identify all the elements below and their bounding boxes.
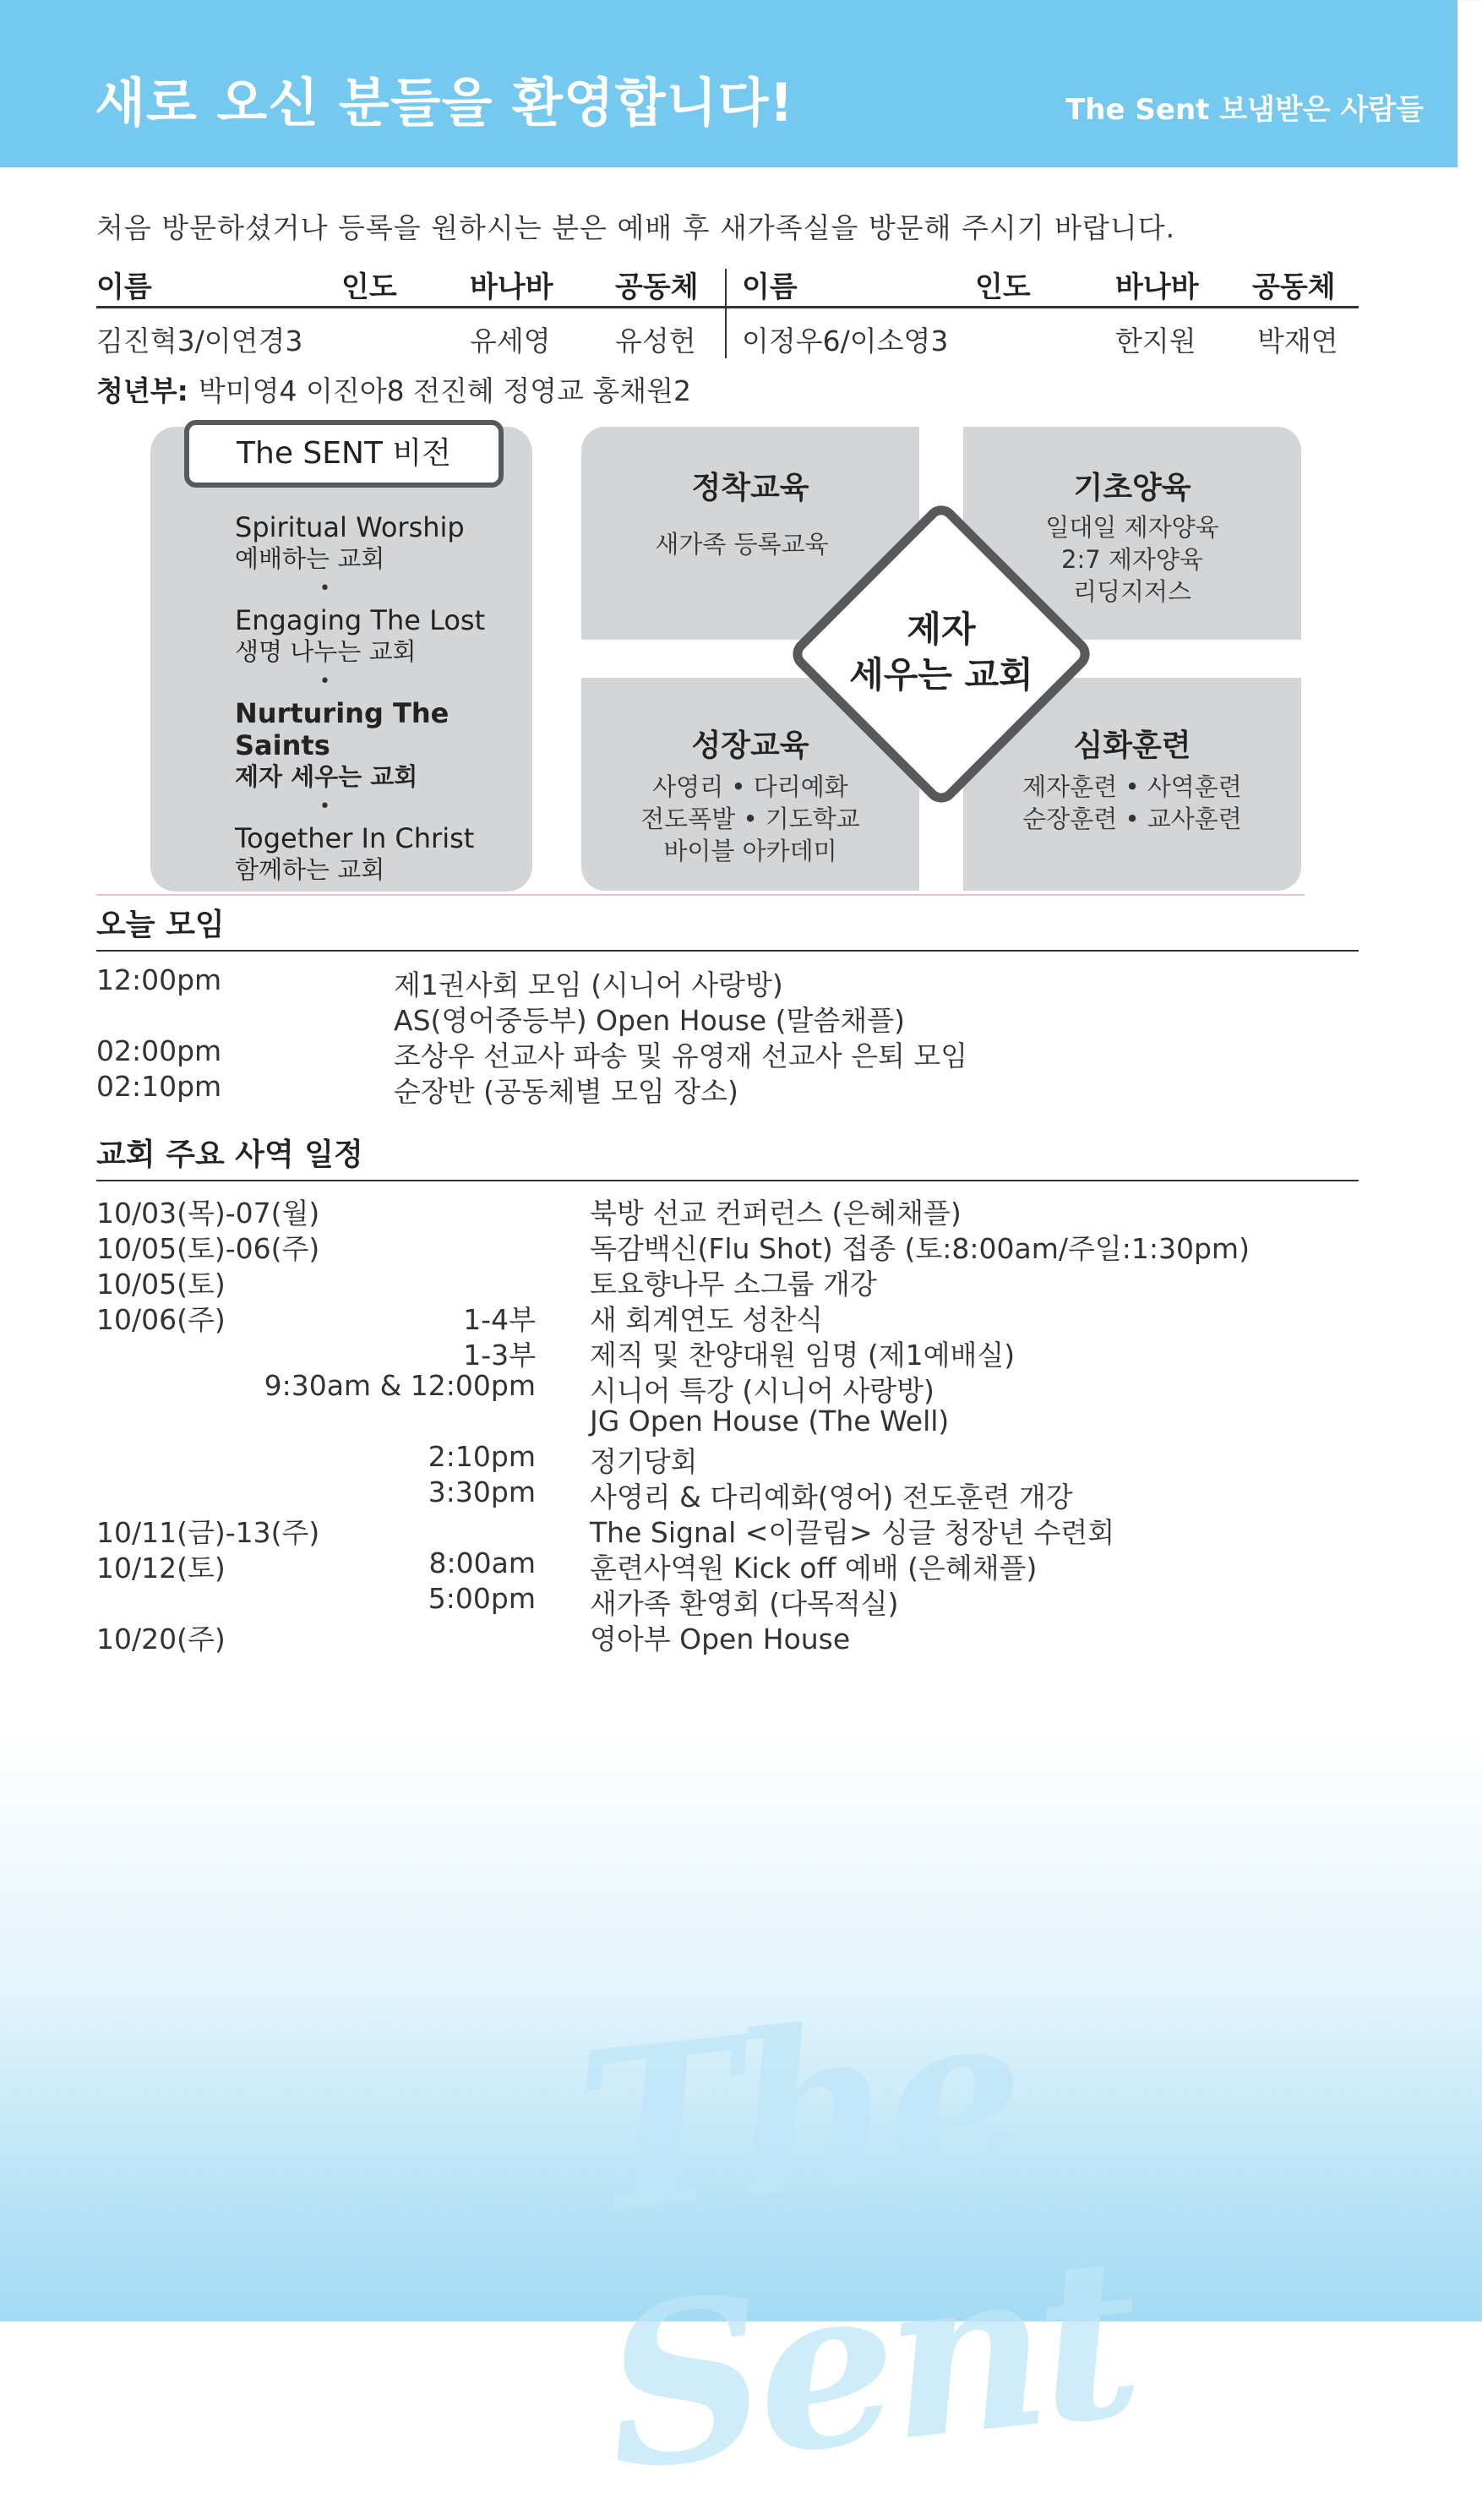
schedule-event: The Signal <이끌림> 싱글 청장년 수련회 (590, 1516, 1115, 1549)
vision-separator: • (319, 578, 330, 599)
quadrant-title: 기초양육 (1073, 471, 1191, 505)
col-header-barnabas: 바나바 (1115, 270, 1199, 304)
col-header-guide: 인도 (341, 270, 397, 304)
vision-list (235, 511, 522, 885)
meeting-event: 제1권사회 모임 (시니어 사랑방) (394, 968, 783, 1001)
intro-text: 처음 방문하셨거나 등록을 원하시는 분은 예배 후 새가족실을 방문해 주시기 바랍니다. (96, 211, 1176, 244)
church-brand: The Sent 보냄받은 사람들 (1065, 93, 1424, 127)
section-divider (96, 1180, 1359, 1181)
schedule-event: 훈련사역원 Kick off 예배 (은혜채플) (590, 1552, 1038, 1585)
quadrant-title: 성장교육 (691, 728, 809, 763)
meeting-event: 조상우 선교사 파송 및 유영재 선교사 은퇴 모임 (394, 1039, 968, 1072)
schedule-time: 5:00pm (428, 1582, 536, 1615)
watermark-logo: The Sent (566, 1961, 1144, 2520)
quadrant-line: 새가족 등록교육 (655, 530, 829, 559)
schedule-date: 10/05(토)-06(주) (96, 1232, 320, 1265)
schedule-event: 사영리 & 다리예화(영어) 전도훈련 개강 (590, 1481, 1073, 1514)
reg-community-cell: 유성헌 (615, 325, 696, 357)
meeting-time: 02:10pm (96, 1070, 222, 1103)
quadrant-line: 제자훈련 • 사역훈련 (1022, 772, 1242, 801)
quadrant-title: 심화훈련 (1073, 728, 1191, 763)
col-header-community: 공동체 (615, 270, 699, 304)
vision-item-ko: 제자 세우는 교회 (235, 762, 418, 791)
schedule-date: 10/06(주) (96, 1303, 226, 1336)
reg-community-cell: 박재연 (1257, 325, 1338, 357)
vision-title: The SENT 비전 (184, 420, 504, 488)
meeting-event: AS(영어중등부) Open House (말씀채플) (394, 1004, 905, 1037)
vision-item-ko: 함께하는 교회 (235, 855, 385, 884)
section-title-schedule: 교회 주요 사역 일정 (96, 1137, 363, 1172)
section-title-today: 오늘 모임 (96, 908, 225, 942)
schedule-event: 새 회계연도 성찬식 (590, 1303, 824, 1336)
vision-separator: • (319, 796, 330, 817)
meeting-event: 순장반 (공동체별 모임 장소) (394, 1075, 738, 1108)
reg-barnabas-cell: 한지원 (1115, 325, 1196, 357)
col-header-name: 이름 (96, 270, 152, 304)
schedule-time: 8:00am (428, 1546, 536, 1579)
col-header-community: 공동체 (1252, 270, 1336, 304)
page-title: 새로 오신 분들을 환영합니다! (95, 72, 794, 134)
schedule-event: 시니어 특강 (시니어 사랑방) (590, 1374, 934, 1407)
quadrant-line: 사영리 • 다리예화 (652, 772, 848, 801)
reg-name-cell: 김진혁3/이연경3 (96, 325, 303, 357)
meeting-time: 02:00pm (96, 1034, 222, 1067)
col-header-guide: 인도 (975, 270, 1031, 304)
schedule-event: 북방 선교 컨퍼런스 (은혜채플) (590, 1197, 962, 1230)
schedule-date: 10/05(토) (96, 1268, 226, 1301)
quadrant-title: 정착교육 (691, 471, 809, 505)
schedule-event: 독감백신(Flu Shot) 접종 (토:8:00am/주일:1:30pm) (590, 1232, 1250, 1265)
col-header-name: 이름 (742, 270, 798, 304)
vision-item-ko: 예배하는 교회 (235, 544, 385, 573)
vision-item-ko: 생명 나누는 교회 (235, 637, 417, 666)
quadrant-line: 순장훈련 • 교사훈련 (1022, 805, 1242, 833)
schedule-time: 2:10pm (428, 1440, 536, 1473)
schedule-date: 10/11(금)-13(주) (96, 1516, 320, 1549)
col-header-barnabas: 바나바 (470, 270, 553, 304)
quadrant-line: 2:7 제자양육 (1061, 545, 1203, 574)
section-divider (96, 950, 1359, 952)
quadrant-line: 전도폭발 • 기도학교 (640, 805, 860, 833)
schedule-event: 새가족 환영회 (다목적실) (590, 1587, 899, 1620)
header-banner (0, 0, 1457, 167)
schedule-event: 제직 및 찬양대원 임명 (제1예배실) (590, 1339, 1016, 1372)
quadrant-line: 일대일 제자양육 (1045, 513, 1219, 542)
divider (96, 894, 1305, 896)
vision-item-en: Together In Christ (235, 822, 475, 854)
youth-registration (96, 369, 691, 409)
quadrant-line: 바이블 아카데미 (663, 837, 837, 865)
table-column-divider (725, 269, 727, 358)
diamond-line: 세우는 교회 (849, 654, 1033, 695)
schedule-event: 정기당회 (590, 1445, 698, 1478)
schedule-time: 3:30pm (428, 1475, 536, 1508)
schedule-date: 10/20(주) (96, 1623, 226, 1655)
vision-item-en: Nurturing The Saints (235, 697, 450, 761)
reg-barnabas-cell: 유세영 (470, 325, 551, 357)
vision-item-en: Spiritual Worship (235, 511, 465, 543)
youth-names: 박미영4 이진아8 전진혜 정영교 홍채원2 (198, 374, 691, 407)
diamond-line: 제자 (907, 608, 976, 650)
table-divider (96, 306, 1359, 308)
center-diamond (786, 499, 1097, 810)
schedule-event: JG Open House (The Well) (590, 1405, 950, 1437)
vision-item-en: Engaging The Lost (235, 604, 486, 636)
reg-name-cell: 이정우6/이소영3 (742, 325, 949, 357)
vision-separator: • (319, 671, 330, 692)
schedule-date: 10/12(토) (96, 1552, 226, 1585)
schedule-event: 토요향나무 소그룹 개강 (590, 1268, 877, 1301)
schedule-time: 1-4부 (463, 1303, 536, 1336)
quadrant-line: 리딩지저스 (1072, 577, 1192, 606)
diamond-label (786, 607, 1097, 698)
schedule-time: 1-3부 (463, 1339, 536, 1372)
schedule-time: 9:30am & 12:00pm (264, 1369, 536, 1402)
vision-panel (150, 427, 532, 892)
schedule-date: 10/03(목)-07(월) (96, 1197, 320, 1230)
meeting-time: 12:00pm (96, 963, 222, 996)
youth-label: 청년부: (96, 374, 188, 407)
schedule-event: 영아부 Open House (590, 1623, 851, 1655)
